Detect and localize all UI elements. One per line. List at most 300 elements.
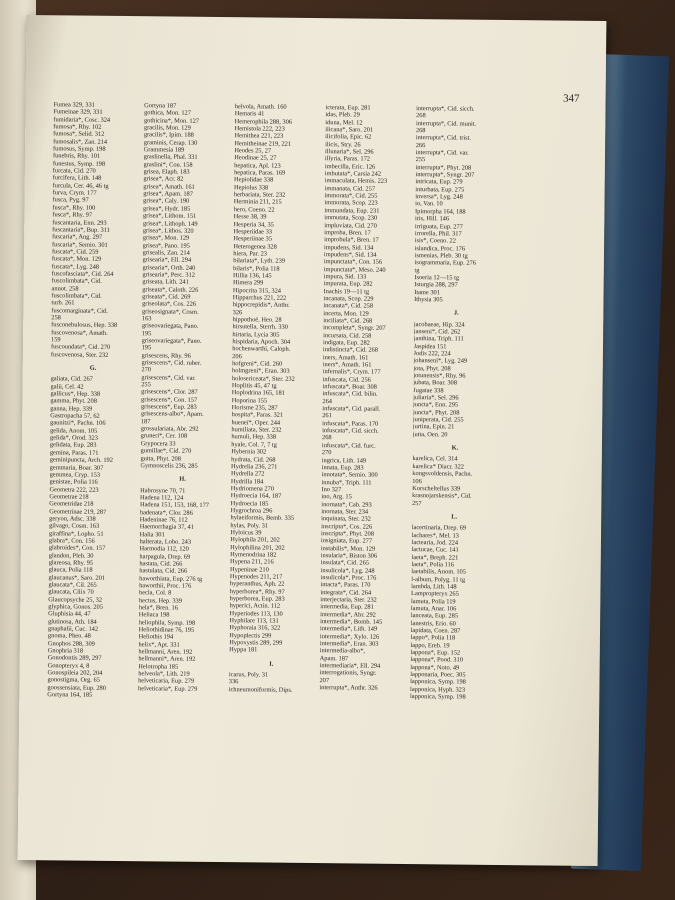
index-entry: Lampropteryx 265 [411,590,459,598]
index-entry: glabra*, Con. 156 [48,537,95,545]
index-entry: irriguata, Eup. 277 [414,222,463,231]
index-entry: gnoma, Pheo. 48 [47,632,91,641]
index-entry: Hygrochroa 296 [230,507,273,515]
index-entry: Gonopteryx 4, 8 [47,662,90,670]
index-entry: Hypeninae 210 [229,565,269,574]
index-entry: Hyloicus 39 [230,529,262,537]
index-entry: grisea*, Apam. 187 [143,190,193,198]
index-entry: Horisme 235, 287 [231,404,278,412]
index-entry: incerta, Mon. 129 [323,309,369,318]
index-entry: inturbata, Eup. 275 [415,185,465,194]
index-entry: galiata, Cid. 267 [50,375,93,384]
index-entry: hyale, Col. 7, 7 tg [231,440,277,449]
section-letter-heading: K. [451,444,459,452]
index-entry: griseosignata*, Cosm. [141,307,199,316]
index-entry: intermedia*, Bomb. 145 [320,618,383,626]
index-entry: Itame 301 [414,288,440,296]
index-entry: inversa*, Lyg. 248 [415,193,463,201]
index-entry: Hydrelia 236, 271 [231,462,278,471]
index-entry: Isoeria 12—15 tg [414,273,460,282]
index-entry: hylas, Poly. 31 [230,521,269,530]
index-entry: grisescens-albo*, Apam. [140,410,204,419]
index-entry: 264 [322,397,333,405]
index-entry: lapidata, Coen. 287 [410,627,461,635]
index-entry: fuscantaria*, Bup. 311 [52,226,110,234]
index-entry: Heliothis 194 [138,633,174,641]
index-entry: janseni*, Cid. 262 [413,328,461,336]
index-entry: impunctata*, Con. 156 [323,258,383,266]
index-entry: laeta*, Polia 116 [411,560,454,569]
index-entry: gelida, Anom. 105 [50,427,98,435]
index-entry: interrupta*, Anthr. 326 [319,684,378,692]
index-entry: infuscata*, Boar. 308 [322,383,377,391]
index-entry: Hydroecia 185 [230,499,269,508]
index-entry: grisescens*, Con. 157 [141,395,198,404]
index-entry: io, Van. 10 [415,200,443,208]
index-entry: insulicola*, Proc. 176 [320,574,377,582]
index-entry: 163 [141,315,152,323]
index-entry: 257 [411,499,422,507]
index-entry: gruneri*, Cer. 108 [140,432,188,441]
index-entry: lactucae, Cuc. 141 [411,546,459,554]
index-entry: grisea*, Pano. 195 [142,241,190,250]
index-entry: glutinosa, Ath. 184 [48,617,97,626]
index-entry: hastata, Cid. 266 [139,560,183,568]
index-entry: glyphica, Gonos. 205 [48,603,103,611]
index-entry: Hesperiidae 33 [233,228,273,236]
index-entry: harpagula, Drep. 69 [139,552,191,561]
index-entry: gutta, Phyt. 208 [140,454,181,463]
index-entry: interrupta*, Syngr. 207 [415,171,475,179]
index-entry: Inachis 19—11 tg [323,287,370,296]
index-entry: 255 [415,156,426,164]
index-entry: grisea, Elaph. 183 [143,168,190,176]
index-entry: Hydrella 272 [230,470,265,478]
index-entry: immundata, Eup. 231 [324,206,380,215]
index-entry: intermedia*, Xylo. 126 [319,632,380,641]
index-entry: grisea*, Mon. 129 [142,234,190,242]
index-entry: immorata, Scop. 223 [324,199,378,208]
index-entry: hela*, Bren. 16 [138,604,178,612]
index-entry: 266 [415,141,426,149]
index-column-1 [46,101,138,821]
index-entry: fuscaria*, Ang. 297 [52,233,103,241]
index-entry: Hesse 38, 39 [233,213,267,221]
index-entry: inornata, Ster. 234 [321,508,369,516]
index-entry: Hadeninae 76, 112 [139,516,188,524]
index-entry: Ithysia 305 [414,295,443,304]
index-entry: lapponica, Symp. 198 [410,678,466,687]
index-entry: gothicina*, Mon. 127 [143,116,200,125]
index-entry: incompleta*, Syngr. 207 [323,324,386,333]
index-entry: 159 [51,336,61,344]
index-entry: glaucata*, Cil. 265 [48,581,97,589]
index-entry: janthina, Triph. 111 [413,335,464,343]
index-entry: 270 [141,366,152,374]
index-entry: 195 [141,344,152,352]
index-entry: 195 [141,329,152,337]
index-entry: Grypocera 33 [140,440,176,448]
index-entry: lappona*, Eup. 152 [410,649,461,657]
index-entry: impurata, Eup. 282 [323,280,373,288]
index-entry: fumidaria*, Cosc. 324 [53,115,111,124]
index-entry: Hoplitis 45, 47 tg [231,382,277,390]
index-entry: ichneumoniformis, Dips. [228,685,293,694]
index-entry: lappona*, Noto. 49 [410,663,460,672]
index-entry: inornata*, Cab. 293 [321,500,372,509]
index-entry: fuscofasciata*, Cid. 264 [51,270,114,278]
index-entry: Hoplodrina 165, 181 [231,389,285,398]
index-entry: fumosa*, Selid. 312 [53,130,105,139]
index-entry: gelida*, Orod. 323 [49,434,98,442]
section-letter-heading: H. [179,475,186,483]
index-entry: halterata, Lobo. 243 [139,538,192,546]
index-entry: humiliata, Ster. 232 [231,426,282,434]
book-page [18,15,607,866]
index-entry: fusconebulosus, Hep. 338 [51,321,118,330]
index-entry: lanceata, Eup. 285 [410,612,459,620]
index-entry: 207 [319,676,330,685]
index-entry: Hemerophila 288, 306 [234,117,293,126]
index-entry: Gortyna 187 [144,102,177,110]
index-entry: hospita*, Paras. 321 [231,411,284,420]
index-entry: incanata, Scop. 229 [323,295,374,303]
index-entry: innata, Eup. 283 [321,463,364,472]
index-entry: 255 [141,381,151,389]
index-entry: Gortyna 164, 185 [47,691,93,699]
index-entry: 258 [51,314,61,322]
index-entry: imbecilla, Eric. 126 [324,162,376,171]
index-entry: laetabilis, Anom. 105 [411,568,466,576]
index-entry: gumillae*, Cid. 270 [140,447,192,455]
index-entry: 268 [416,112,426,120]
index-entry: hellmanni*, Aren. 192 [138,655,196,664]
index-entry: jotunensis*, Rhy. 96 [413,372,466,380]
index-entry: intermediaria*, Ell. 294 [319,662,381,670]
index-entry: islandica, Proc. 176 [414,244,466,253]
index-entry: karelica, Cel. 314 [412,455,458,463]
index-entry: interrupta*, Cid. sicch. [416,105,475,113]
index-entry: glaucata, Cilix 70 [48,588,94,597]
index-entry: Himera 299 [232,279,264,287]
index-entry: helvola, Amath. 160 [234,103,287,111]
index-entry: Geometrae 218 [49,493,89,501]
index-entry: gracilis*, Ipim. 188 [143,131,194,140]
index-entry: impudens*, Sid. 134 [323,250,377,259]
index-entry: Geometridae 218 [49,500,94,508]
index-entry: fumosalis*, Zan. 214 [53,137,108,146]
index-entry: fusca, Pyg. 97 [52,196,89,205]
index-entry: turb. 261 [51,299,75,307]
index-entry: 106 [412,477,422,485]
index-entry: ganna, Hep. 339 [50,405,93,413]
index-entry: imbutata*, Carsia 242 [324,170,382,178]
index-entry: griseata, Lith. 241 [142,278,189,286]
index-entry: Gnophria 318 [47,647,84,655]
index-entry: gnaphalii, Cuc. 142 [47,625,99,633]
index-entry: lapponica, Symp. 198 [409,693,466,701]
index-entry: gothica, Mon. 127 [144,109,191,118]
index-entry: interrupta*, Cid. munit. [415,119,477,128]
index-entry: Hipparchus 221, 222 [232,294,287,302]
index-entry: ilicis, Stry. 26 [325,140,361,149]
index-entry: insulata*, Cid. 265 [320,559,370,567]
index-entry: interrupta*, Cid. trist. [415,134,472,143]
index-columns [46,101,591,826]
index-entry: gelidata, Eup. 283 [49,441,97,450]
index-entry: furcifera, Lith. 148 [52,174,102,183]
index-entry: laeta*, Breph. 221 [411,553,459,562]
index-entry: infuscata*, Cid. parall. [322,405,381,413]
index-entry: immorata*, Cid. 255 [324,192,378,200]
index-entry: gonostigma, Org. 65 [47,676,100,685]
index-entry: jurtina, Epin. 21 [412,423,455,431]
index-entry: inquinata, Ster. 232 [321,515,371,523]
index-entry: lanestris, Erio. 60 [410,619,456,628]
index-entry: fumosa*, Rhy. 102 [53,123,102,131]
index-entry: Heodinae 25, 27 [234,154,277,163]
index-entry: Glaucopsyche 25, 32 [48,595,103,604]
index-entry: annot. 258 [51,284,79,293]
index-entry: johanseni*, Lyg. 249 [413,357,468,365]
index-entry: fuscomarginata*, Cid. [51,306,108,315]
index-entry: Hesperia 34, 35 [233,220,274,229]
index-entry: immutata, Scop. 230 [324,214,378,222]
index-entry: indistincta*, Cid. 268 [322,346,378,355]
index-entry: Gastropacha 57, 62 [50,412,100,420]
index-entry: icarus, Poly. 31 [228,671,269,679]
index-entry: Heliothidinae 76, 195 [138,626,195,634]
index-column-4 [318,104,410,824]
index-entry: insularia*, Biston 306 [320,552,378,560]
index-entry: iduna, Mel. 12 [325,118,363,127]
index-entry: impura, Sid. 133 [323,273,367,281]
index-entry: Hymenodrina 182 [230,551,277,559]
index-entry: improbula*, Bren. 17 [324,236,379,244]
index-entry: kongsvoldensis, Pachn. [412,470,473,478]
index-entry: Gluphisia 44, 47 [48,610,91,619]
index-entry: hectus, Hep. 339 [138,596,182,605]
index-entry: glandon, Pleb. 30 [48,551,94,560]
index-entry: grisea*, Lithom. 151 [142,212,197,220]
index-entry: impluviata, Cid. 270 [324,221,377,230]
index-entry: fuscantaria, Enn. 293 [52,218,107,227]
index-entry: grisescens, Rhy. 96 [141,351,191,360]
index-entry: holosericeata*, Ster. 232 [231,374,295,383]
index-entry: holmgreni*, Eran. 303 [232,367,290,376]
index-entry: grisearia*, Ell. 294 [142,256,192,264]
index-entry: intacta*, Paras. 170 [320,581,371,589]
index-column-2 [137,102,229,822]
index-entry: interrogationis, Syngr. [319,669,377,678]
index-entry: hyperborea, Eup. 283 [229,595,285,603]
index-entry: Isturgia 288, 297 [414,281,458,289]
index-entry: fuscata*, Mon. 129 [51,255,102,264]
index-entry: hyperanthus, Aph. 22 [229,580,285,589]
index-entry: hyperborea*, Rhy. 97 [229,587,285,596]
index-entry: lappo*, Polia 118 [410,634,456,642]
index-entry: icterata, Eup. 281 [325,104,371,112]
index-entry: incanata*, Cid. 258 [323,302,374,310]
index-entry: lappona*, Pood. 310 [410,656,463,664]
index-entry: haworthii, Proc. 176 [139,582,192,590]
index-entry: Hillia 136, 145 [233,272,272,280]
index-entry: graslinella, Phal. 331 [143,153,198,162]
index-entry: lambda, Lith. 148 [411,583,457,591]
index-entry: gemmaria, Boar. 307 [49,463,104,472]
index-entry: grisescens*, Clor. 287 [141,388,198,397]
index-entry: lamuta, Polia 119 [410,597,456,606]
index-entry: inscripta*, Cos. 226 [321,522,373,531]
section-letter-heading: J. [453,309,459,317]
index-entry: griseata*, Cid. 269 [142,293,191,301]
index-entry: incursata, Cid. 258 [323,331,372,340]
index-entry: Hipocrita 315, 324 [232,286,282,295]
index-entry: hirsutella, Sterrh. 330 [232,323,288,332]
index-entry: grisearia*, Orth. 240 [142,263,196,272]
index-entry: insulicola*, Lyg. 248 [320,566,375,575]
index-entry: ismenias, Pleb. 30 tg [414,251,468,260]
index-entry: 270 [321,449,332,457]
index-entry: gilvago, Cosm. 163 [49,522,100,531]
index-entry: helveola*, Lith. 219 [138,670,190,678]
index-entry: illyria, Paras. 172 [324,155,371,163]
index-entry: infuscata*, Paras. 170 [322,419,379,428]
index-entry: fuscoundata*, Cid. 270 [50,343,111,352]
index-entry: Hoporina 155 [231,396,268,405]
index-entry: Gymnoscelis 236, 285 [140,462,198,470]
index-entry: Gnophos 288, 309 [47,639,95,648]
index-entry: 326 [232,308,243,316]
index-entry: Harmodia 112, 120 [139,545,189,553]
index-entry: jutta, Oen. 20 [412,430,448,439]
index-entry: hadenata*, Clor. 286 [139,508,193,517]
index-entry: intricata, Eup. 279 [415,178,463,187]
index-entry: griseolata*, Cos. 226 [142,300,197,309]
index-entry: glauca, Polia 118 [48,566,93,575]
index-entry: hochenwarthi, Caloph. [232,345,291,354]
index-entry: lapponaria, Poec. 305 [410,671,466,679]
index-entry: isis*, Coeno. 22 [414,237,456,245]
index-entry: krasnojarskensis*, Cid. [412,492,472,500]
index-entry: grisea*, Acr. 82 [143,175,184,184]
index-entry: Habrosyne 70, 71 [140,486,186,495]
index-entry: Grammesia 189 [143,146,185,154]
index-entry: Korscheltellus 339 [412,484,461,493]
index-entry: Heterogenea 328 [233,242,277,251]
index-entry: 206 [232,352,242,360]
index-entry: 268 [321,434,332,442]
index-entry: juniperata, Cid. 255 [412,416,464,424]
index-entry: Hyppa 181 [229,646,258,654]
index-entry: karelica* Diacr. 322 [412,462,465,471]
section-letter-heading: G. [89,364,97,372]
index-entry: gaunitzi*, Pachn. 106 [50,419,106,428]
index-entry: Hemithea 221, 223 [234,132,284,141]
index-entry: Hydriomena 270 [230,485,274,493]
index-entry: griseata*, Caloth. 226 [142,285,199,294]
index-entry: interrupta*, Phyt. 208 [415,163,472,172]
index-entry: immaculata, Hemis. 223 [324,177,388,186]
index-entry: Hadena 112, 124 [140,494,184,502]
index-entry: geryon, Adsc. 338 [49,515,96,523]
index-entry: griseovariegata, Pano. [141,322,199,331]
index-entry: giraffina*, Lopho. 51 [48,529,104,538]
index-entry: 187 [140,417,151,426]
index-entry: hispidaria, Apoch. 304 [232,338,291,346]
index-entry: isogrammaria, Eup. 276 [414,259,476,267]
index-entry: bilaris*, Polia 118 [233,264,280,273]
index-entry: fuscovenosa, Ster. 232 [50,350,109,359]
index-entry: intermedia-albo*, [319,647,366,656]
index-entry: impudens, Sid. 134 [323,243,374,252]
index-entry: gallicus*, Hep. 338 [50,390,101,398]
index-entry: grisearia*, Perc. 312 [142,271,195,279]
index-entry: hyperici, Actin. 112 [229,602,281,611]
index-entry: Hyphilare 113, 131 [229,617,279,625]
index-entry: Hybernia 302 [231,448,267,456]
index-entry: innotata*, Semio. 300 [321,471,378,479]
index-entry: iners, Amath. 161 [322,353,369,362]
index-entry: Hydroecia 164, 187 [230,492,282,500]
index-entry: herbariata, Ster. 232 [233,191,286,199]
index-entry: intermedia, Eup. 281 [320,603,374,612]
index-entry: fumosus, Symp. 198 [53,145,106,153]
index-entry: hofgreni*, Cid. 260 [232,360,283,368]
index-column-5 [409,105,501,825]
index-entry: juliaria*, Sel. 296 [413,394,459,402]
index-entry: Fumeinae 329, 331 [53,108,103,117]
index-entry: graslini*, Con. 158 [143,160,193,169]
index-entry: gemina, Paras. 171 [49,449,99,457]
index-entry: funebris, Rhy. 101 [52,152,101,161]
index-entry: lacertinaria, Drep. 69 [411,524,467,532]
index-entry: Jugatae 338 [413,386,444,395]
index-entry: lapponica, Hyph. 323 [410,685,466,694]
index-entry: hydrata, Cid. 268 [231,455,276,464]
index-entry: fuscaria*, Semio. 301 [52,240,108,249]
index-entry: hecla, Col. 8 [139,589,172,597]
index-entry: 336 [228,678,239,686]
index-entry: hirtaria, Lycia 305 [232,330,280,339]
index-entry: infuscata, Cid. 256 [322,375,371,384]
index-entry: juncta*, Phyt. 208 [412,408,460,417]
index-entry: Geometrinae 219, 287 [49,507,107,516]
index-entry: fusca*, Rhy. 97 [52,211,93,219]
index-entry: Hylophilina 201, 202 [230,543,285,552]
index-entry: ino, Arg. 15 [321,493,352,501]
index-entry: grisescens*, Eup. 283 [140,403,197,411]
index-entry: jubata, Boar. 308 [413,379,457,387]
index-entry: gamma, Phyt. 208 [50,397,97,406]
index-entry: Herminia 211, 215 [233,198,282,207]
index-entry: grisea*, Lithoph. 149 [142,219,198,228]
index-entry: jota, Phyt. 208 [413,364,451,373]
index-entry: fuscolimbata*, Cid. [51,277,102,286]
index-entry: jacobaeae, Hip. 324 [413,320,465,329]
index-entry: glareosa, Rhy. 95 [48,559,94,567]
index-entry: bilariata*, Lyth. 239 [233,257,286,265]
index-entry: fuscata*, Lyg. 248 [51,262,100,271]
index-column-3 [227,103,319,823]
index-entry: intermedia*, Lith. 149 [319,625,378,634]
index-entry: Hyperiodes 113, 130 [229,609,283,618]
index-entry: Hepiolus 338 [233,183,269,192]
index-entry: geminipuncta, Arch. 192 [49,456,114,465]
section-letter-heading: L. [451,513,458,521]
index-entry: idas, Pleb. 29 [325,111,360,119]
index-entry: grisea*, Amath. 161 [143,183,195,191]
